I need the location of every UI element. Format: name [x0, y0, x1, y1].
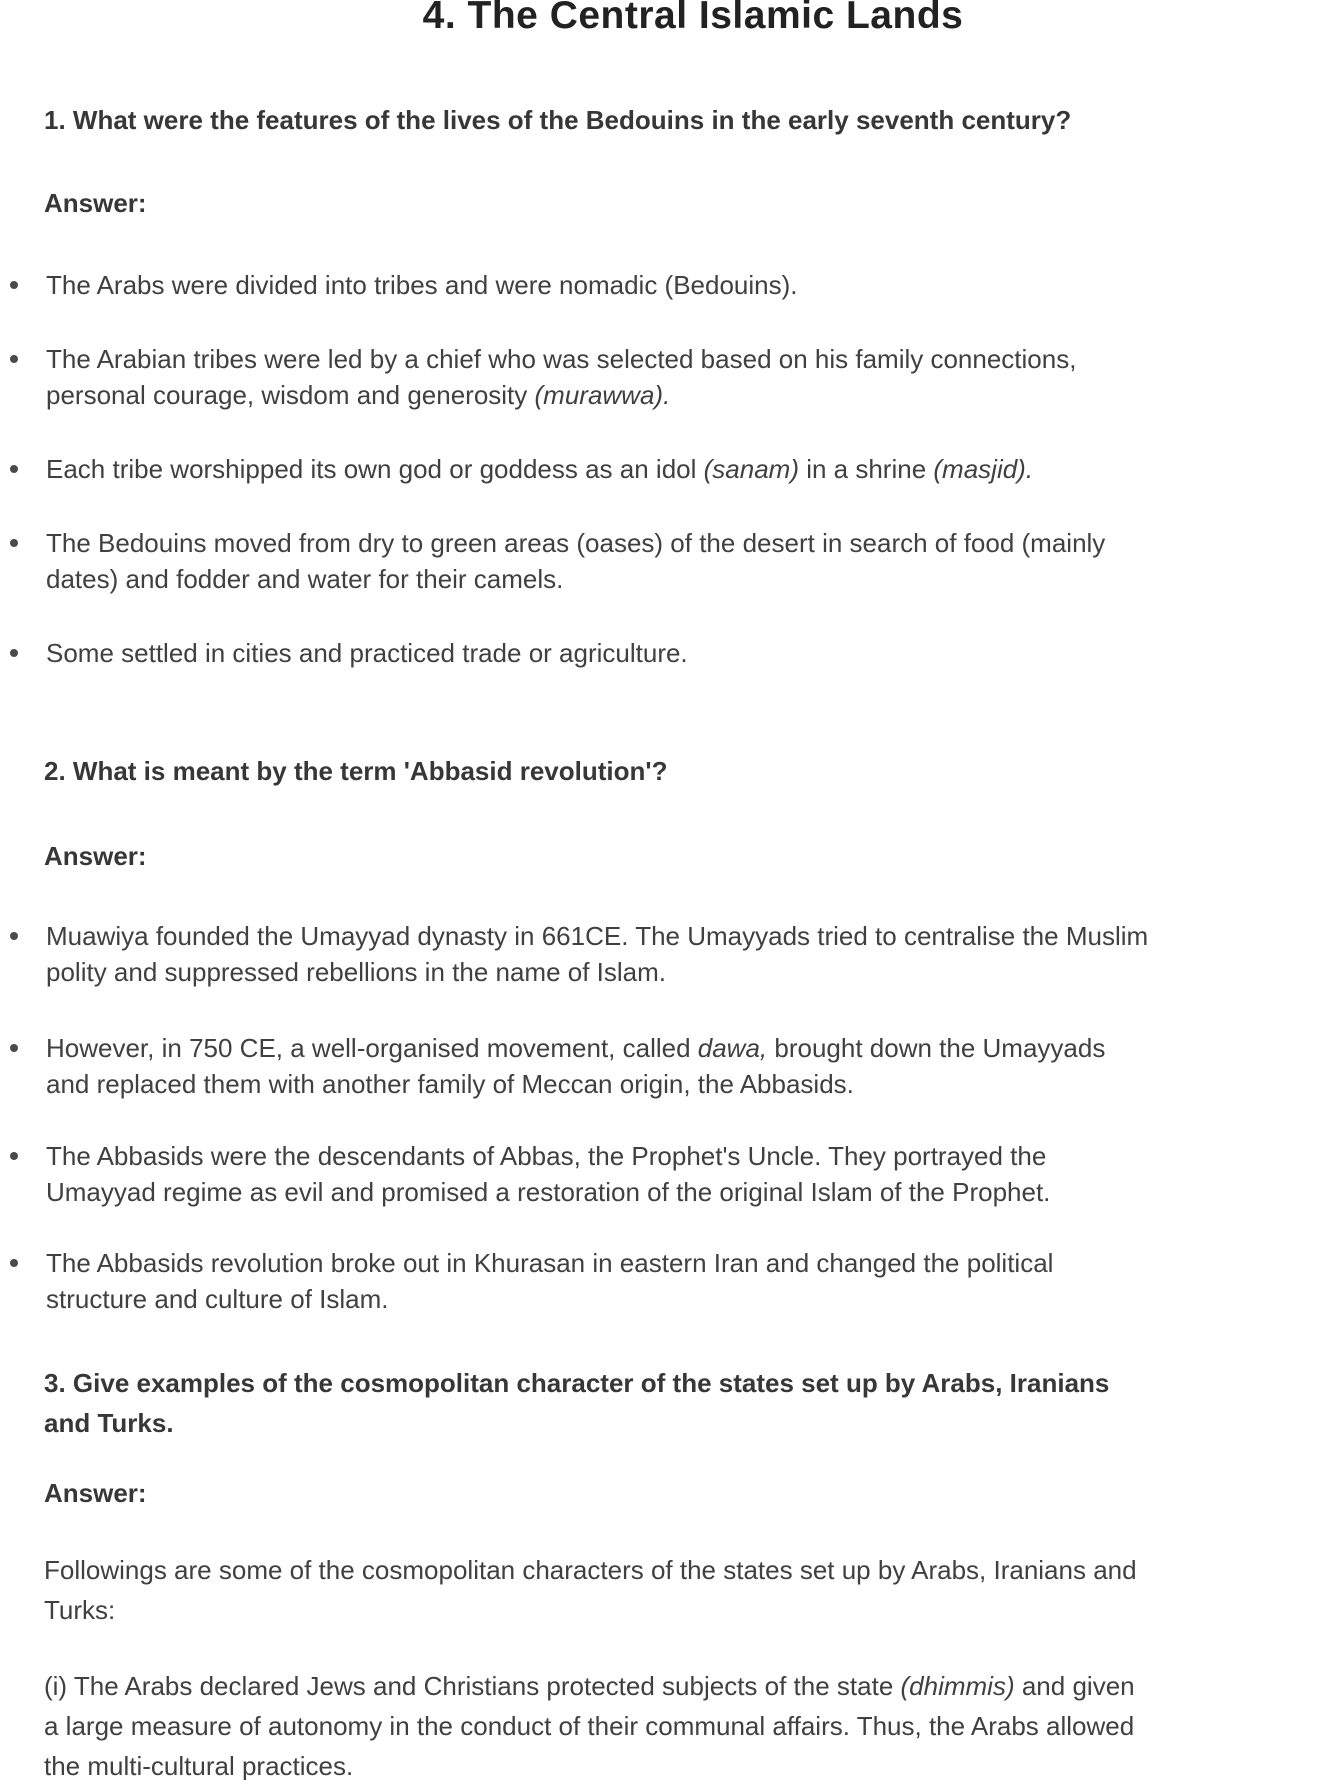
- question-1-heading: 1. What were the features of the lives of the Bedouins in the early seventh century?: [44, 105, 1072, 135]
- bullet-dot-icon: [10, 465, 18, 473]
- paragraph-text: a large measure of autonomy in the conduct of their communal affairs. Thus, the Arabs allowed: [44, 1711, 1135, 1741]
- bullet-dot-icon: [10, 281, 18, 289]
- italic-term-sanam: (sanam): [703, 454, 799, 484]
- paragraph-text: Followings are some of the cosmopolitan characters of the states set up by Arabs, Iranians and: [44, 1555, 1137, 1585]
- italic-term-masjid: (masjid).: [933, 454, 1034, 484]
- q1-bullet-5: [46, 635, 1342, 671]
- q2-bullet-1: [46, 918, 1342, 990]
- bullet-text: However, in 750 CE, a well-organised movement, called dawa, brought down the Umayyads: [46, 1033, 1106, 1063]
- q2-bullet-3: [46, 1138, 1342, 1210]
- q1-bullet-4: [46, 525, 1342, 597]
- bullet-dot-icon: [10, 1259, 18, 1267]
- q2-bullet-2: [46, 1030, 1342, 1102]
- bullet-dot-icon: [10, 355, 18, 363]
- paragraph-text: Turks:: [44, 1595, 116, 1625]
- question-3-heading-line-1: 3. Give examples of the cosmopolitan character of the states set up by Arabs, Iranians: [44, 1368, 1110, 1398]
- bullet-text: The Arabs were divided into tribes and were nomadic (Bedouins).: [46, 270, 798, 300]
- q3-paragraph-intro: [44, 1550, 1342, 1630]
- bullet-text: Umayyad regime as evil and promised a restoration of the original Islam of the Prophet.: [46, 1177, 1051, 1207]
- question-3-heading: [44, 1363, 1342, 1443]
- italic-term-dhimmis: (dhimmis): [900, 1671, 1015, 1701]
- answer-label-q1: Answer:: [44, 188, 147, 218]
- paragraph-text: the multi-cultural practices.: [44, 1751, 354, 1780]
- q1-bullet-2: [46, 341, 1342, 413]
- bullet-text: personal courage, wisdom and generosity (murawwa).: [46, 380, 671, 410]
- q1-bullet-3: [46, 451, 1342, 487]
- page-title: 4. The Central Islamic Lands: [422, 0, 964, 37]
- bullet-text: polity and suppressed rebellions in the name of Islam.: [46, 957, 667, 987]
- answer-label-q2: Answer:: [44, 841, 147, 871]
- q3-paragraph-point-i: [44, 1666, 1342, 1780]
- bullet-text: Each tribe worshipped its own god or goddess as an idol (sanam) in a shrine (masjid).: [46, 454, 1034, 484]
- bullet-text: The Bedouins moved from dry to green areas (oases) of the desert in search of food (mainly: [46, 528, 1106, 558]
- bullet-text: Muawiya founded the Umayyad dynasty in 661CE. The Umayyads tried to centralise the Muslim: [46, 921, 1149, 951]
- bullet-dot-icon: [10, 539, 18, 547]
- bullet-text: The Abbasids revolution broke out in Khurasan in eastern Iran and changed the political: [46, 1248, 1054, 1278]
- bullet-dot-icon: [10, 1152, 18, 1160]
- bullet-dot-icon: [10, 1044, 18, 1052]
- italic-term-murawwa: (murawwa).: [534, 380, 671, 410]
- question-2-heading: 2. What is meant by the term 'Abbasid revolution'?: [44, 756, 668, 786]
- bullet-text: The Arabian tribes were led by a chief who was selected based on his family connections,: [46, 344, 1077, 374]
- question-3-heading-line-2: and Turks.: [44, 1408, 174, 1438]
- bullet-dot-icon: [10, 649, 18, 657]
- q1-bullet-1: [46, 267, 1342, 303]
- bullet-text: The Abbasids were the descendants of Abbas, the Prophet's Uncle. They portrayed the: [46, 1141, 1047, 1171]
- paragraph-text: (i) The Arabs declared Jews and Christians protected subjects of the state (dhimmis) and given: [44, 1671, 1135, 1701]
- bullet-text: structure and culture of Islam.: [46, 1284, 389, 1314]
- bullet-text: dates) and fodder and water for their camels.: [46, 564, 564, 594]
- bullet-text: Some settled in cities and practiced trade or agriculture.: [46, 638, 688, 668]
- answer-label-q3: Answer:: [44, 1478, 147, 1508]
- bullet-dot-icon: [10, 932, 18, 940]
- italic-term-dawa: dawa,: [697, 1033, 768, 1063]
- bullet-text: and replaced them with another family of Meccan origin, the Abbasids.: [46, 1069, 854, 1099]
- q2-bullet-4: [46, 1245, 1342, 1317]
